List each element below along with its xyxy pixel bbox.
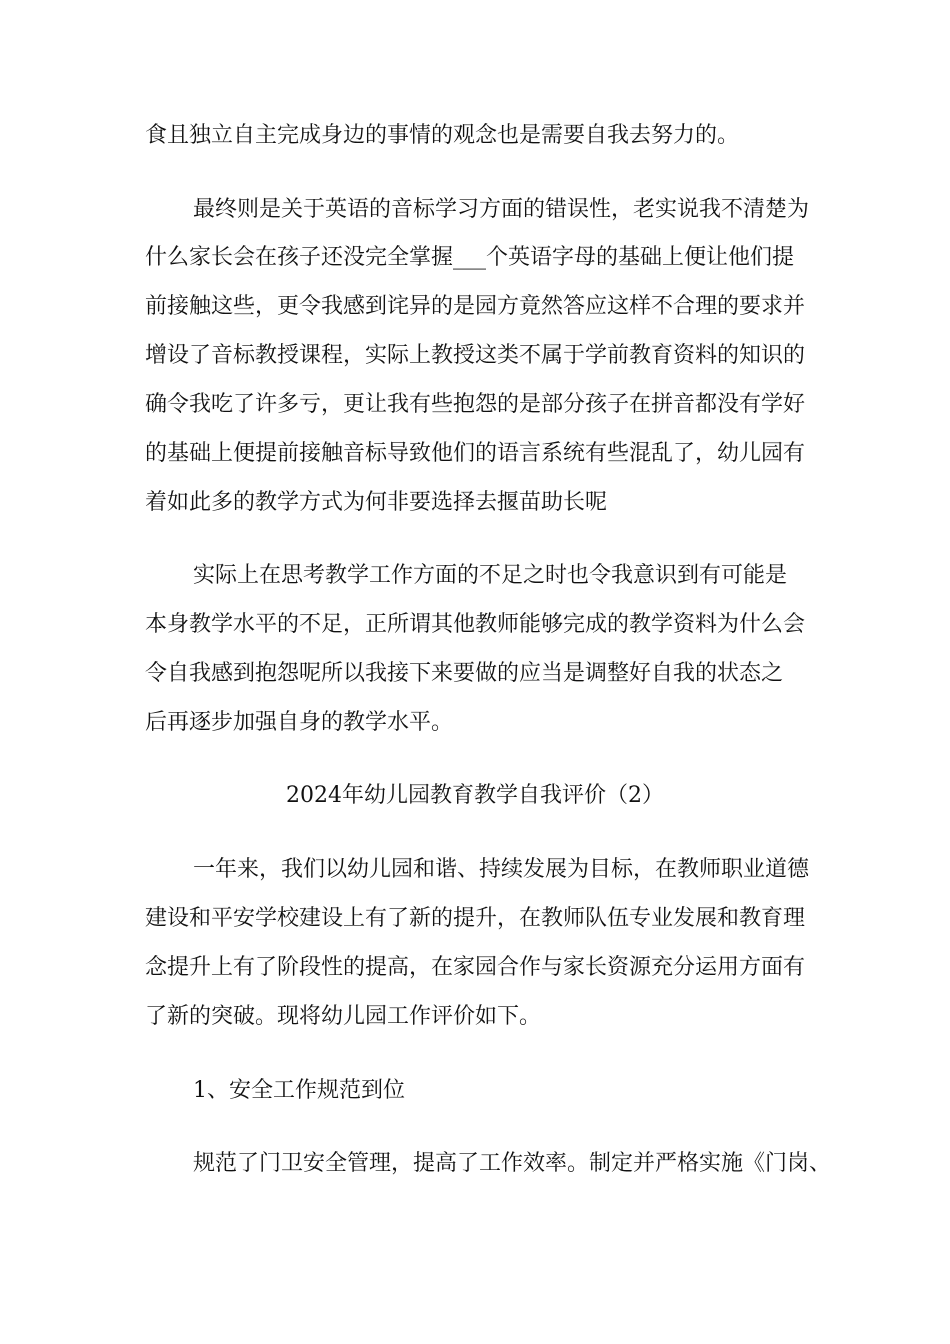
paragraph-line: 了新的突破。现将幼儿园工作评价如下。 [145,1004,542,1029]
subheading: 1、安全工作规范到位 [193,1078,405,1103]
paragraph-line: 一年来，我们以幼儿园和谐、持续发展为目标，在教师职业道德 [193,857,810,882]
paragraph-line: 令自我感到抱怨呢所以我接下来要做的应当是调整好自我的状态之 [145,661,784,686]
paragraph-line: 建设和平安学校建设上有了新的提升，在教师队伍专业发展和教育理 [145,906,806,931]
paragraph-line: 什么家长会在孩子还没完全掌握___个英语字母的基础上便让他们提 [145,245,795,270]
paragraph-line: 确令我吃了许多亏，更让我有些抱怨的是部分孩子在拼音都没有学好 [145,392,806,417]
paragraph-line: 增设了音标教授课程，实际上教授这类不属于学前教育资料的知识的 [145,343,806,368]
paragraph-line: 着如此多的教学方式为何非要选择去揠苗助长呢 [145,490,608,515]
paragraph-line: 前接触这些，更令我感到诧异的是园方竟然答应这样不合理的要求并 [145,294,806,319]
section-title: 2024年幼儿园教育教学自我评价（2） [286,783,664,808]
paragraph-line: 后再逐步加强自身的教学水平。 [145,710,454,735]
paragraph-line: 实际上在思考教学工作方面的不足之时也令我意识到有可能是 [193,563,788,588]
paragraph-line: 本身教学水平的不足，正所谓其他教师能够完成的教学资料为什么会 [145,612,806,637]
paragraph-line: 的基础上便提前接触音标导致他们的语言系统有些混乱了，幼儿园有 [145,441,806,466]
paragraph-line: 食且独立自主完成身边的事情的观念也是需要自我去努力的。 [145,123,740,148]
paragraph-line: 念提升上有了阶段性的提高，在家园合作与家长资源充分运用方面有 [145,955,806,980]
paragraph-line: 最终则是关于英语的音标学习方面的错误性，老实说我不清楚为 [193,197,810,222]
paragraph-line: 规范了门卫安全管理，提高了工作效率。制定并严格实施《门岗、 [193,1151,832,1176]
